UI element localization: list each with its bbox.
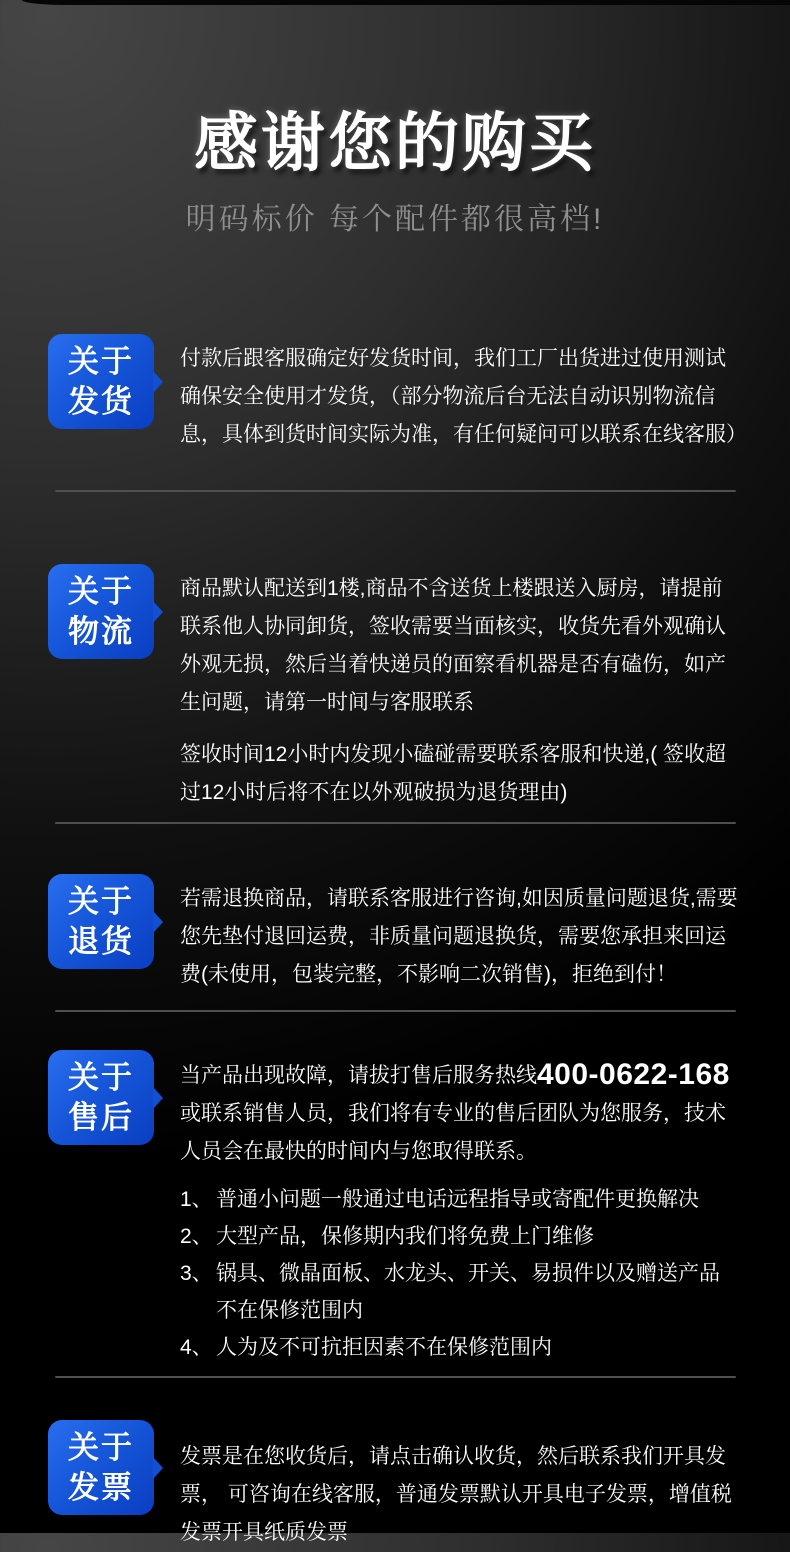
badge-label-line2: 发票 xyxy=(68,1469,134,1505)
badge-label-line2: 发货 xyxy=(68,383,134,419)
invoice-text xyxy=(180,1438,738,1552)
list-item xyxy=(180,1255,738,1329)
logistics-text xyxy=(180,570,738,812)
badge-label-line1: 关于 xyxy=(68,883,134,919)
badge-label-line2: 物流 xyxy=(68,613,134,649)
paragraph: 发票是在您收货后，请点击确认收货，然后联系我们开具发票， 可咨询在线客服，普通发票默认开具电子发票，增值税发票开具纸质发票 xyxy=(180,1445,732,1545)
divider xyxy=(55,490,736,492)
page-title: 感谢您的购买 xyxy=(194,107,596,179)
header xyxy=(0,0,790,238)
invoice-badge xyxy=(48,1420,154,1515)
divider xyxy=(55,1376,736,1378)
list-number: 2、 xyxy=(180,1225,213,1249)
warranty-list xyxy=(180,1181,738,1366)
aftersales-text xyxy=(180,1056,738,1366)
list-number: 1、 xyxy=(180,1188,213,1212)
badge-label-line2: 售后 xyxy=(68,1099,134,1135)
paragraph: 若需退换商品，请联系客服进行咨询,如因质量问题退货,需要您先垫付退回运费，非质量问题退换货，需要您承担来回运费(未使用，包装完整，不影响二次销售)，拒绝到付！ xyxy=(180,887,738,987)
list-text: 普通小问题一般通过电话远程指导或寄配件更换解决 xyxy=(216,1188,699,1212)
badge-label-line2: 退货 xyxy=(68,923,134,959)
paragraph: 付款后跟客服确定好发货时间，我们工厂出货进过使用测试确保安全使用才发货，（部分物流后台无法自动识别物流信息，具体到货时间实际为准，有任何疑问可以联系在线客服） xyxy=(180,347,747,447)
hotline-paragraph xyxy=(180,1056,738,1171)
section-returns xyxy=(48,874,738,994)
badge-label-line1: 关于 xyxy=(68,1429,134,1465)
list-number: 4、 xyxy=(180,1336,213,1360)
list-text: 人为及不可抗拒因素不在保修范围内 xyxy=(216,1336,552,1360)
shipping-badge xyxy=(48,334,154,429)
info-sections xyxy=(0,334,790,1552)
top-edge-bar xyxy=(22,0,790,5)
aftersales-badge xyxy=(48,1050,154,1145)
list-number: 3、 xyxy=(180,1262,213,1286)
paragraph: 签收时间12小时内发现小磕碰需要联系客服和快递,( 签收超过12小时后将不在以外观破损为退货理由) xyxy=(180,743,727,805)
list-item xyxy=(180,1181,738,1218)
divider xyxy=(55,822,736,824)
section-invoice xyxy=(48,1420,738,1552)
returns-text xyxy=(180,880,738,994)
hotline-suffix: 或联系销售人员，我们将有专业的售后团队为您服务，技术人员会在最快的时间内与您取得联系。 xyxy=(180,1102,726,1164)
hotline-prefix: 当产品出现故障，请拔打售后服务热线 xyxy=(180,1064,537,1088)
returns-badge xyxy=(48,874,154,969)
list-text: 锅具、微晶面板、水龙头、开关、易损件以及赠送产品不在保修范围内 xyxy=(216,1262,720,1323)
badge-label-line1: 关于 xyxy=(68,343,134,379)
hotline-number: 400-0622-168 xyxy=(537,1058,730,1092)
divider xyxy=(55,1010,736,1012)
section-logistics xyxy=(48,564,738,812)
list-item xyxy=(180,1218,738,1255)
badge-label-line1: 关于 xyxy=(68,573,134,609)
paragraph: 商品默认配送到1楼,商品不含送货上楼跟送入厨房，请提前联系他人协同卸货，签收需要当面核实，收货先看外观确认外观无损，然后当着快递员的面察看机器是否有磕伤，如产生问题，请第一时间与客服联系 xyxy=(180,577,726,715)
badge-label-line1: 关于 xyxy=(68,1059,134,1095)
shipping-text xyxy=(180,340,747,454)
logistics-badge xyxy=(48,564,154,659)
list-item xyxy=(180,1329,738,1366)
section-aftersales xyxy=(48,1050,738,1366)
section-shipping xyxy=(48,334,747,454)
list-text: 大型产品，保修期内我们将免费上门维修 xyxy=(216,1225,594,1249)
page-subtitle: 明码标价 每个配件都很高档! xyxy=(185,203,605,237)
